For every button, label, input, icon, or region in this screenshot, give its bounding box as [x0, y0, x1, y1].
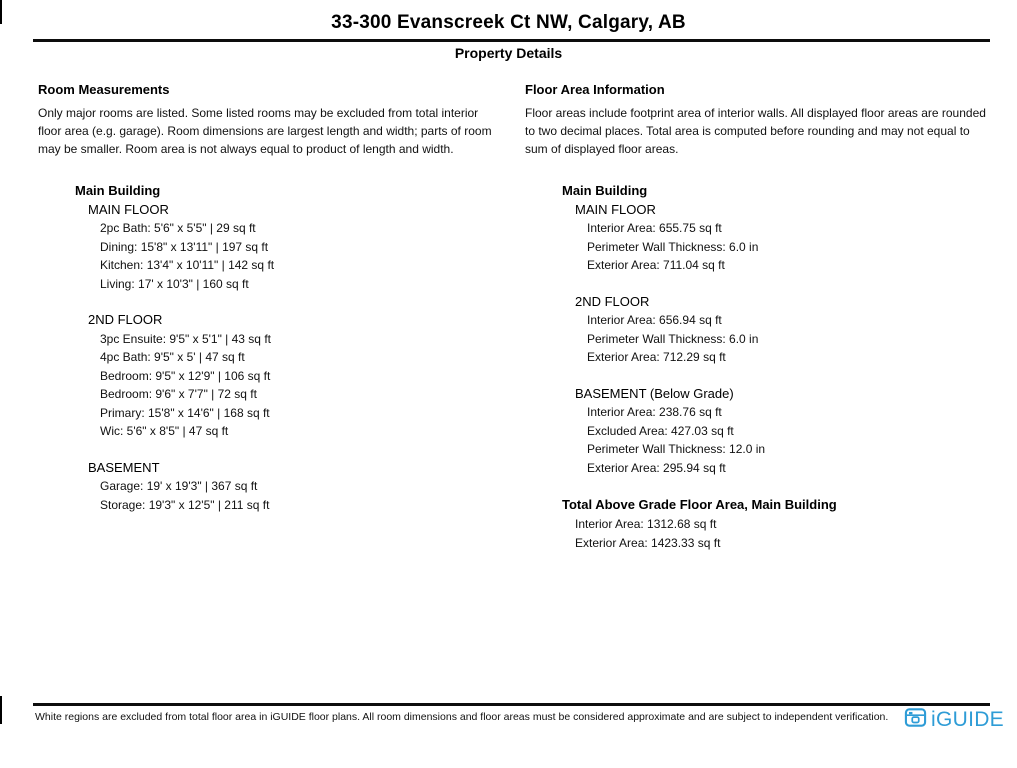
floor-area-line: Excluded Area: 427.03 sq ft	[587, 423, 734, 438]
floor-area-line: Interior Area: 238.76 sq ft	[587, 405, 722, 419]
room-measurements-building	[38, 182, 500, 514]
floor-block	[562, 385, 991, 478]
room-measurement-line: Storage: 19'3" x 12'5" | 211 sq ft	[100, 497, 270, 512]
floor-name: BASEMENT	[88, 459, 160, 475]
room-measurement-line: Wic: 5'6" x 8'5" | 47 sq ft	[100, 424, 229, 438]
content-columns	[38, 82, 991, 552]
floor-area-building	[525, 182, 991, 477]
scan-artifact-bottom	[0, 696, 2, 724]
room-measurement-line: Bedroom: 9'5" x 12'9" | 106 sq ft	[100, 368, 271, 383]
floor-area-line: Perimeter Wall Thickness: 12.0 in	[587, 442, 766, 456]
floor-block	[75, 201, 500, 294]
page-title: 33-300 Evanscreek Ct NW, Calgary, AB	[331, 12, 686, 33]
total-above-grade-lines	[562, 515, 991, 552]
room-measurement-line: Kitchen: 13'4" x 10'11" | 142 sq ft	[100, 258, 275, 272]
floor-block	[562, 201, 991, 275]
footer-divider	[33, 703, 990, 706]
room-measurement-line: Bedroom: 9'6" x 7'7" | 72 sq ft	[100, 387, 257, 401]
room-measurement-line: Garage: 19' x 19'3" | 367 sq ft	[100, 479, 258, 493]
room-measurement-line: Dining: 15'8" x 13'11" | 197 sq ft	[100, 239, 269, 254]
floor-area-line: Interior Area: 656.94 sq ft	[587, 313, 722, 327]
total-area-line: Interior Area: 1312.68 sq ft	[575, 517, 717, 531]
total-area-line: Exterior Area: 1423.33 sq ft	[575, 535, 721, 550]
room-measurements-description: Only major rooms are listed. Some listed rooms may be excluded from total interior floor area (e.g. garage). Room dimensions are largest length and width; parts of room may be smaller. Room area is not always equal to product of length and width.	[38, 106, 492, 156]
iguide-camera-icon	[904, 706, 927, 734]
floor-name: 2ND FLOOR	[88, 312, 163, 327]
room-measurements-floor-list	[75, 201, 500, 515]
floor-name: BASEMENT (Below Grade)	[575, 385, 734, 401]
floor-name: MAIN FLOOR	[88, 201, 169, 217]
floor-block	[562, 293, 991, 367]
iguide-logo	[904, 706, 1004, 734]
building-name: Main Building	[75, 183, 161, 198]
room-measurement-line: Living: 17' x 10'3" | 160 sq ft	[100, 276, 249, 291]
room-measurements-heading: Room Measurements	[38, 82, 170, 97]
header-divider	[33, 39, 990, 42]
room-measurement-line: 3pc Ensuite: 9'5" x 5'1" | 43 sq ft	[100, 331, 271, 346]
floor-area-line: Exterior Area: 711.04 sq ft	[587, 258, 725, 272]
page-subtitle: Property Details	[454, 45, 563, 61]
floor-area-line: Interior Area: 655.75 sq ft	[587, 221, 722, 235]
floor-area-line: Exterior Area: 295.94 sq ft	[587, 460, 726, 475]
floor-area-line: Perimeter Wall Thickness: 6.0 in	[587, 331, 759, 346]
floor-area-line: Exterior Area: 712.29 sq ft	[587, 350, 726, 364]
footer-disclaimer: White regions are excluded from total floor area in iGUIDE floor plans. All room dimensions and floor areas must be considered approximate and are subject to independent verification.	[35, 711, 889, 723]
floor-area-floor-list	[562, 201, 991, 478]
floor-area-description: Floor areas include footprint area of interior walls. All displayed floor areas are rounded to two decimal places. Total area is computed before rounding and may not equal to sum of displayed floor areas.	[525, 106, 986, 156]
total-above-grade-heading: Total Above Grade Floor Area, Main Building	[562, 497, 837, 512]
floor-name: MAIN FLOOR	[575, 201, 656, 217]
floor-area-heading: Floor Area Information	[525, 82, 665, 97]
room-measurements-section	[38, 82, 500, 552]
floor-block	[75, 459, 500, 515]
room-measurement-line: Primary: 15'8" x 14'6" | 168 sq ft	[100, 405, 270, 420]
floor-area-line: Perimeter Wall Thickness: 6.0 in	[587, 239, 759, 254]
room-measurement-line: 2pc Bath: 5'6" x 5'5" | 29 sq ft	[100, 221, 256, 235]
total-above-grade-block	[525, 495, 991, 552]
floor-block	[75, 311, 500, 441]
floor-area-section	[525, 82, 991, 552]
iguide-logo-text: iGUIDE	[931, 708, 1004, 731]
floor-name: 2ND FLOOR	[575, 293, 650, 309]
building-name: Main Building	[562, 183, 648, 198]
room-measurement-line: 4pc Bath: 9'5" x 5' | 47 sq ft	[100, 350, 245, 364]
